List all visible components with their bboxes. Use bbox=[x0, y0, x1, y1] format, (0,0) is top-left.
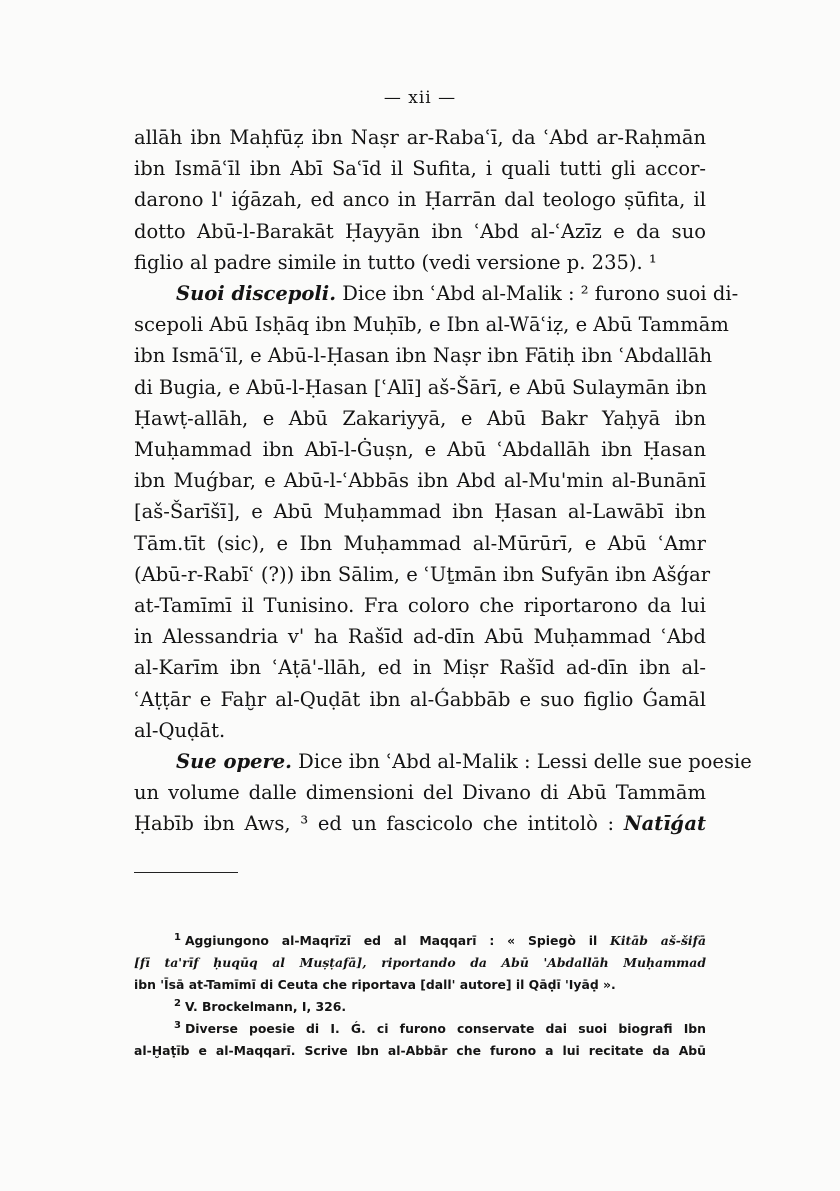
text-line: ibn Muǵbar, e Abū-l-ʿAbbās ibn Abd al-Mu'min al-Bunānī bbox=[134, 469, 706, 493]
text-line: ibn Ismāʿīl, e Abū-l-Ḥasan ibn Naṣr ibn Fātiḥ ibn ʿAbdallāh bbox=[134, 344, 713, 368]
text-line: darono l' iǵāzah, ed anco in Ḥarrān dal teologo ṣūfita, il bbox=[134, 188, 706, 212]
footnote-2 bbox=[134, 996, 706, 1018]
text-line: dotto Abū-l-Barakāt Ḥayyān ibn ʿAbd al-ʿAzīz e da suo bbox=[134, 219, 706, 243]
text-line: un volume dalle dimensioni del Divano di Abū Tammām bbox=[134, 781, 706, 805]
text-line bbox=[134, 808, 706, 839]
section-heading-discepoli: Suoi discepoli. bbox=[176, 282, 337, 306]
text-line: Ḥawṭ-allāh, e Abū Zakariyyā, e Abū Bakr Yaḥyā ibn bbox=[134, 406, 706, 430]
text-line: (Abū-r-Rabīʿ (?)) ibn Sālim, e ʿUṯmān ibn Sufyān ibn Ašǵar bbox=[134, 562, 711, 586]
text-line: [aš-Šarīšī], e Abū Muḥammad ibn Ḥasan al-Lawābī ibn bbox=[134, 500, 706, 524]
footnote-line: al-Ḫaṭīb e al-Maqqarī. Scrive Ibn al-Abbār che furono a lui recitate da Abū bbox=[134, 1043, 706, 1058]
main-text bbox=[134, 122, 752, 840]
text-span: Ḥabīb ibn Aws, ³ ed un fascicolo che intitolò : bbox=[134, 812, 624, 836]
section-heading-opere: Sue opere. bbox=[176, 750, 292, 774]
footnote-divider bbox=[134, 872, 238, 873]
text-span: Aggiungono al-Maqrīzī ed al Maqqarī : « Spiegò il bbox=[184, 933, 611, 948]
footnote-3 bbox=[134, 1018, 706, 1040]
footnote-mark: 3 bbox=[174, 1019, 181, 1031]
text-line: ibn Ismāʿīl ibn Abī Saʿīd il Sufita, i quali tutti gli accor- bbox=[134, 157, 706, 181]
footnote-mark: 2 bbox=[174, 997, 181, 1009]
text-line: Muḥammad ibn Abī-l-Ġuṣn, e Abū ʿAbdallāh ibn Ḥasan bbox=[134, 438, 706, 462]
footnotes bbox=[134, 930, 706, 1062]
text-line: al-Karīm ibn ʿAṭā'-llāh, ed in Miṣr Rašīd ad-dīn ibn al- bbox=[134, 656, 706, 680]
footnote-line bbox=[134, 952, 706, 974]
italic-title: Kitāb aš-šifā bbox=[610, 933, 706, 948]
text-line: allāh ibn Maḥfūẓ ibn Naṣr ar-Rabaʿī, da ʿAbd ar-Raḥmān bbox=[134, 126, 706, 149]
text-line: figlio al padre simile in tutto (vedi versione p. 235). ¹ bbox=[134, 250, 657, 274]
text-span: Diverse poesie di I. Ǵ. ci furono conservate dai suoi biografi Ibn bbox=[184, 1021, 706, 1036]
text-line: di Bugia, e Abū-l-Ḥasan [ʿAlī] aš-Šārī, e Abū Sulaymān ibn bbox=[134, 375, 707, 399]
section-first-line bbox=[134, 746, 752, 777]
section-first-line bbox=[134, 278, 739, 309]
footnote-mark: 1 bbox=[174, 931, 181, 943]
italic-title: Natīǵat bbox=[623, 812, 706, 836]
text-line: Tām.tīt (sic), e Ibn Muḥammad al-Mūrūrī, e Abū ʿAmr bbox=[134, 531, 706, 555]
text-span: Dice ibn ʿAbd al-Malik : ² furono suoi di- bbox=[336, 282, 739, 306]
text-line: ʿAṭṭār e Faḫr al-Quḍāt ibn al-Ǵabbāb e suo figlio Ǵamāl bbox=[134, 687, 706, 711]
footnote-1 bbox=[134, 930, 706, 952]
text-line: al-Quḍāt. bbox=[134, 718, 226, 742]
text-line: scepoli Abū Isḥāq ibn Muḥīb, e Ibn al-Wāʿiẓ, e Abū Tammām bbox=[134, 313, 729, 337]
text-span: [fī ta'rīf ḥuqūq al Muṣṭafā], riportando da Abū 'Abdallāh Muḥammad bbox=[134, 955, 706, 970]
text-line: in Alessandria v' ha Rašīd ad-dīn Abū Muḥammad ʿAbd bbox=[134, 625, 706, 649]
footnote-line: ibn 'Īsā at-Tamīmī di Ceuta che riportava [dall' autore] il Qāḍī 'Iyāḍ ». bbox=[134, 977, 616, 992]
text-span: Dice ibn ʿAbd al-Malik : Lessi delle sue poesie bbox=[291, 750, 752, 774]
text-span: V. Brockelmann, I, 326. bbox=[184, 999, 347, 1014]
text-line: at-Tamīmī il Tunisino. Fra coloro che riportarono da lui bbox=[134, 594, 706, 618]
page-number-header: — xii — bbox=[383, 88, 457, 108]
